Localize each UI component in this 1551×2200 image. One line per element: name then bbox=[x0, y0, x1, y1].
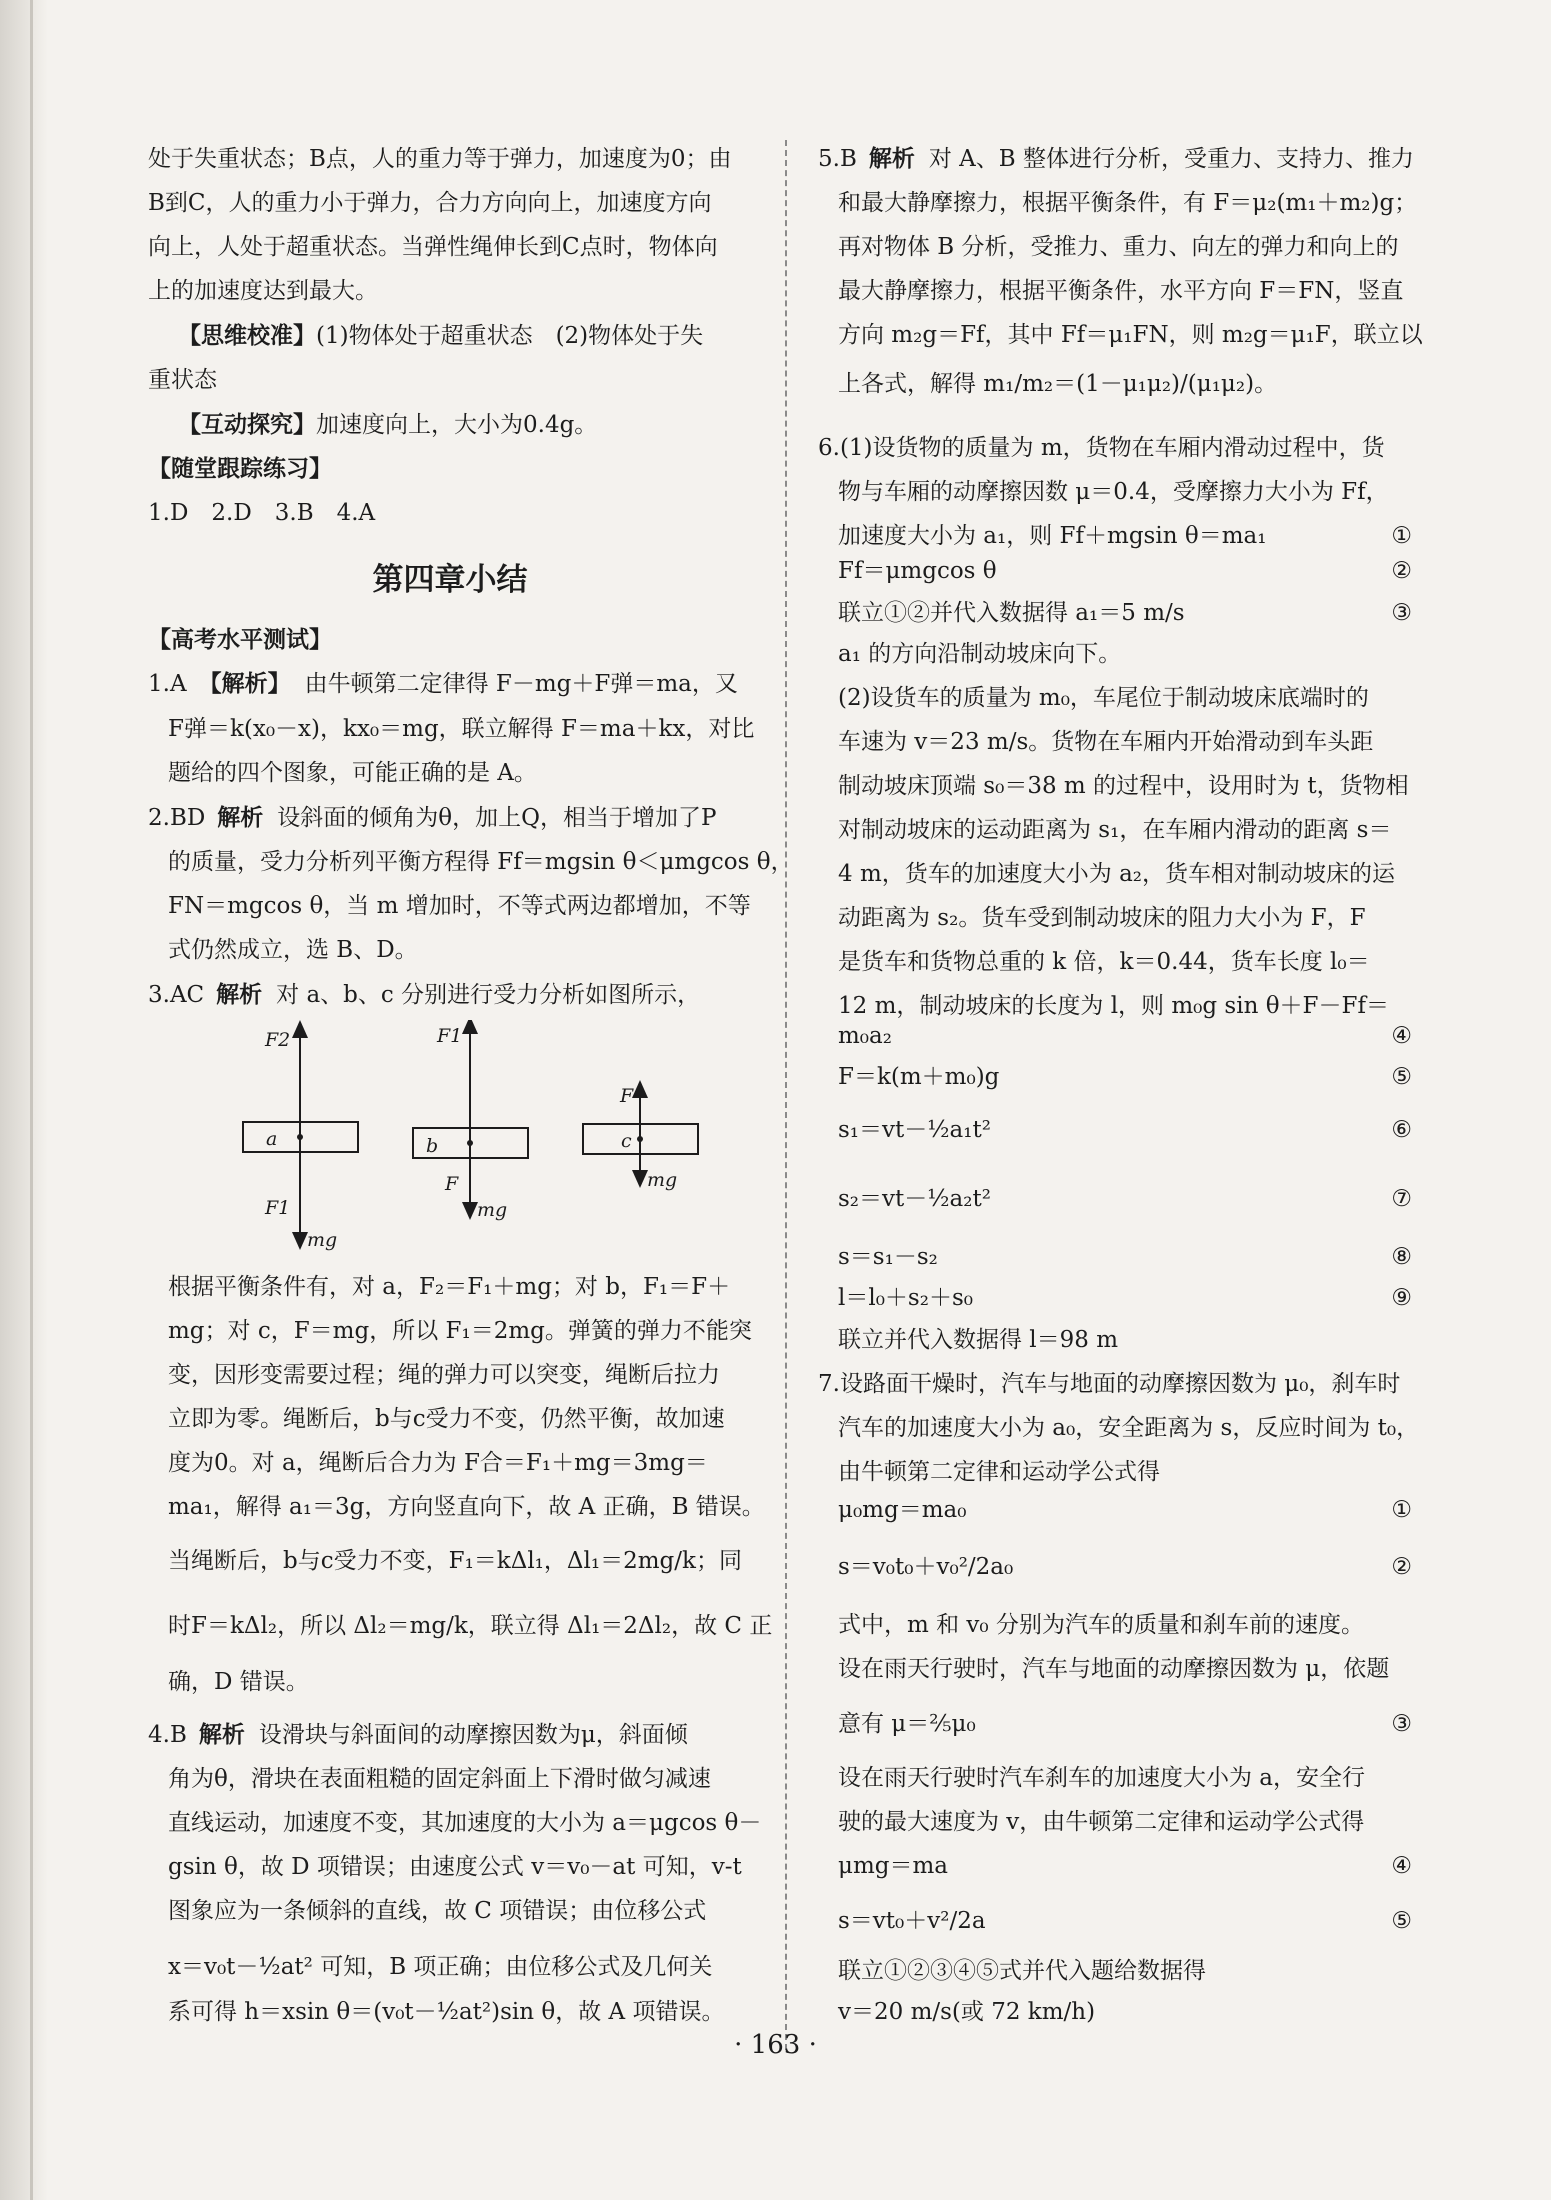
siwei-label: 【思维校准】 bbox=[178, 323, 316, 349]
q2-number: 2.BD bbox=[148, 805, 206, 831]
hudong-text: 加速度向上，大小为0.4g。 bbox=[316, 412, 598, 438]
text-line: s＝vt₀＋v²/2a bbox=[838, 1908, 986, 1934]
gaokao-heading: 【高考水平测试】 bbox=[148, 627, 332, 653]
text-line: 方向 m₂g＝Ff，其中 Ff＝μ₁FN，则 m₂g＝μ₁F，联立以 bbox=[838, 322, 1423, 348]
text-line: 制动坡床顶端 s₀＝38 m 的过程中，设用时为 t，货物相 bbox=[838, 773, 1409, 799]
text-line: 驶的最大速度为 v，由牛顿第二定律和运动学公式得 bbox=[838, 1809, 1365, 1835]
q3-number: 3.AC bbox=[148, 982, 205, 1008]
q2-line bbox=[148, 802, 716, 834]
siwei-line bbox=[178, 320, 703, 352]
force-label: F2 bbox=[265, 1029, 291, 1051]
text-line: 由牛顿第二定律和运动学公式得 bbox=[838, 1459, 1160, 1485]
q3-line bbox=[148, 979, 700, 1011]
q4-text: 设滑块与斜面间的动摩擦因数为μ，斜面倾 bbox=[258, 1722, 688, 1748]
q5-number: 5.B bbox=[818, 146, 857, 172]
text-line: a₁ 的方向沿制动坡床向下。 bbox=[838, 641, 1122, 667]
block-c-label: c bbox=[621, 1130, 632, 1152]
text-line: FN＝mgcos θ，当 m 增加时，不等式两边都增加，不等 bbox=[168, 893, 751, 919]
equation-number: ⑤ bbox=[1391, 1908, 1412, 1934]
force-label: F1 bbox=[265, 1197, 291, 1219]
equation-number: ⑨ bbox=[1391, 1285, 1412, 1311]
force-label: mg bbox=[647, 1169, 678, 1191]
text-line: (2)设货车的质量为 m₀，车尾位于制动坡床底端时的 bbox=[838, 685, 1369, 711]
q1-number: 1.A bbox=[148, 671, 187, 697]
page-number: · 163 · bbox=[734, 2030, 817, 2060]
text-line: 联立并代入数据得 l＝98 m bbox=[838, 1327, 1119, 1353]
equation-number: ⑥ bbox=[1391, 1117, 1412, 1143]
text-line: 7.设路面干燥时，汽车与地面的动摩擦因数为 μ₀，刹车时 bbox=[818, 1371, 1401, 1397]
text-line: 对制动坡床的运动距离为 s₁，在车厢内滑动的距离 s＝ bbox=[838, 817, 1392, 843]
text-line: 加速度大小为 a₁，则 Ff＋mgsin θ＝ma₁ bbox=[838, 523, 1267, 549]
text-line: m₀a₂ bbox=[838, 1023, 892, 1049]
q2-text: 设斜面的倾角为θ，加上Q，相当于增加了P bbox=[277, 805, 717, 831]
force-label: F bbox=[620, 1085, 634, 1107]
text-line: s＝v₀t₀＋v₀²/2a₀ bbox=[838, 1554, 1014, 1580]
text-line: 是货车和货物总重的 k 倍，k＝0.44，货车长度 l₀＝ bbox=[838, 949, 1370, 975]
suitang-answers: 1.D 2.D 3.B 4.A bbox=[148, 500, 376, 526]
text-line: v＝20 m/s(或 72 km/h) bbox=[838, 1999, 1096, 2025]
text-line: μmg＝ma bbox=[838, 1853, 949, 1879]
text-line: F弹＝k(x₀－x)，kx₀＝mg，联立解得 F＝ma＋kx，对比 bbox=[168, 716, 755, 742]
force-label: F1 bbox=[437, 1025, 463, 1047]
text-line: 上各式，解得 m₁/m₂＝(1－μ₁μ₂)/(μ₁μ₂)。 bbox=[838, 371, 1278, 397]
text-line: l＝l₀＋s₂＋s₀ bbox=[838, 1285, 973, 1311]
equation-number: ② bbox=[1391, 1554, 1412, 1580]
text-line: 向上，人处于超重状态。当弹性绳伸长到C点时，物体向 bbox=[148, 234, 718, 260]
equation-number: ⑧ bbox=[1391, 1244, 1412, 1270]
force-label: F bbox=[445, 1173, 459, 1195]
binding-line bbox=[30, 0, 33, 2200]
text-line: 式中，m 和 v₀ 分别为汽车的质量和刹车前的速度。 bbox=[838, 1612, 1364, 1638]
equation-number: ② bbox=[1391, 558, 1412, 584]
q1-text: 由牛顿第二定律得 F－mg＋F弹＝ma，又 bbox=[304, 671, 738, 697]
binding-edge bbox=[0, 0, 48, 2200]
q5-tag: 解析 bbox=[868, 146, 915, 172]
q4-tag: 解析 bbox=[198, 1722, 245, 1748]
text-line: 设在雨天行驶时汽车刹车的加速度大小为 a，安全行 bbox=[838, 1765, 1366, 1791]
equation-number: ⑤ bbox=[1391, 1064, 1412, 1090]
text-line: s₂＝vt－½a₂t² bbox=[838, 1186, 991, 1212]
equation-number: ③ bbox=[1391, 600, 1412, 626]
text-line: 最大静摩擦力，根据平衡条件，水平方向 F＝FN，竖直 bbox=[838, 278, 1404, 304]
text-line: 上的加速度达到最大。 bbox=[148, 278, 378, 304]
block-a-label: a bbox=[266, 1128, 278, 1150]
q1-line bbox=[148, 668, 738, 700]
block-b-group bbox=[413, 1024, 528, 1221]
text-line: 根据平衡条件有，对 a，F₂＝F₁＋mg；对 b，F₁＝F＋ bbox=[168, 1274, 731, 1300]
text-line: 系可得 h＝xsin θ＝(v₀t－½at²)sin θ，故 A 项错误。 bbox=[168, 1999, 725, 2025]
block-a-group bbox=[243, 1028, 358, 1251]
text-line: 和最大静摩擦力，根据平衡条件，有 F＝μ₂(m₁＋m₂)g； bbox=[838, 190, 1418, 216]
text-line: 物与车厢的动摩擦因数 μ＝0.4，受摩擦力大小为 Ff， bbox=[838, 479, 1389, 505]
force-label: mg bbox=[307, 1229, 338, 1251]
text-line: 设在雨天行驶时，汽车与地面的动摩擦因数为 μ，依题 bbox=[838, 1656, 1390, 1682]
text-line: 图象应为一条倾斜的直线，故 C 项错误；由位移公式 bbox=[168, 1898, 707, 1924]
text-line: 的质量，受力分析列平衡方程得 Ff＝mgsin θ＜μmgcos θ， bbox=[168, 849, 794, 875]
text-line: 题给的四个图象，可能正确的是 A。 bbox=[168, 760, 537, 786]
chapter-title: 第四章小结 bbox=[372, 562, 528, 598]
siwei-text: (1)物体处于超重状态 (2)物体处于失 bbox=[316, 323, 704, 349]
text-line: 立即为零。绳断后，b与c受力不变，仍然平衡，故加速 bbox=[168, 1406, 725, 1432]
hudong-line bbox=[178, 409, 597, 441]
force-diagram bbox=[208, 1020, 728, 1260]
text-line: B到C，人的重力小于弹力，合力方向向上，加速度方向 bbox=[148, 190, 712, 216]
equation-number: ④ bbox=[1391, 1023, 1412, 1049]
block-b-label: b bbox=[426, 1135, 439, 1157]
force-label: mg bbox=[477, 1199, 508, 1221]
text-line: 再对物体 B 分析，受推力、重力、向左的弹力和向上的 bbox=[838, 234, 1399, 260]
text-line: 变，因形变需要过程；绳的弹力可以突变，绳断后拉力 bbox=[168, 1362, 720, 1388]
q2-tag: 解析 bbox=[217, 805, 264, 831]
text-line: ma₁，解得 a₁＝3g，方向竖直向下，故 A 正确，B 错误。 bbox=[168, 1494, 765, 1520]
column-divider bbox=[785, 140, 787, 2050]
equation-number: ① bbox=[1391, 1497, 1412, 1523]
text-line: 动距离为 s₂。货车受到制动坡床的阻力大小为 F，F bbox=[838, 905, 1366, 931]
text-line: gsin θ，故 D 项错误；由速度公式 v＝v₀－at 可知，v-t bbox=[168, 1854, 742, 1880]
hudong-label: 【互动探究】 bbox=[178, 412, 316, 438]
text-line: F＝k(m＋m₀)g bbox=[838, 1064, 1000, 1090]
q4-number: 4.B bbox=[148, 1722, 187, 1748]
text-line: μ₀mg＝ma₀ bbox=[838, 1497, 967, 1523]
q1-tag: 【解析】 bbox=[198, 671, 291, 697]
text-line: 联立①②并代入数据得 a₁＝5 m/s bbox=[838, 600, 1185, 626]
text-line: 联立①②③④⑤式并代入题给数据得 bbox=[838, 1958, 1206, 1984]
q5-line bbox=[818, 143, 1414, 175]
text-line: s₁＝vt－½a₁t² bbox=[838, 1117, 991, 1143]
text-line: x＝v₀t－½at² 可知，B 项正确；由位移公式及几何关 bbox=[168, 1954, 713, 1980]
text-line: 意有 μ＝⅖μ₀ bbox=[838, 1711, 976, 1737]
text-line: 12 m，制动坡床的长度为 l，则 m₀g sin θ＋F－Ff＝ bbox=[838, 993, 1389, 1019]
text-line: 处于失重状态；B点，人的重力等于弹力，加速度为0；由 bbox=[148, 146, 732, 172]
text-line: 时F＝kΔl₂，所以 Δl₂＝mg/k，联立得 Δl₁＝2Δl₂，故 C 正 bbox=[168, 1613, 773, 1639]
text-line: s＝s₁－s₂ bbox=[838, 1244, 938, 1270]
equation-number: ④ bbox=[1391, 1853, 1412, 1879]
equation-number: ① bbox=[1391, 523, 1412, 549]
q3-tag: 解析 bbox=[216, 982, 263, 1008]
text-line: 直线运动，加速度不变，其加速度的大小为 a＝μgcos θ－ bbox=[168, 1810, 762, 1836]
suitang-heading: 【随堂跟踪练习】 bbox=[148, 456, 332, 482]
text-line: 车速为 v＝23 m/s。货物在车厢内开始滑动到车头距 bbox=[838, 729, 1374, 755]
q5-text: 对 A、B 整体进行分析，受重力、支持力、推力 bbox=[928, 146, 1414, 172]
q4-line bbox=[148, 1719, 688, 1751]
text-line: 6.(1)设货物的质量为 m，货物在车厢内滑动过程中，货 bbox=[818, 435, 1385, 461]
equation-number: ③ bbox=[1391, 1711, 1412, 1737]
text-line: 式仍然成立，选 B、D。 bbox=[168, 937, 418, 963]
text-line: 确，D 错误。 bbox=[168, 1669, 309, 1695]
text-line: 汽车的加速度大小为 a₀，安全距离为 s，反应时间为 t₀， bbox=[838, 1415, 1420, 1441]
block-c-group bbox=[583, 1085, 698, 1191]
text-line: mg；对 c，F＝mg，所以 F₁＝2mg。弹簧的弹力不能突 bbox=[168, 1318, 752, 1344]
text-line: Ff＝μmgcos θ bbox=[838, 558, 997, 584]
equation-number: ⑦ bbox=[1391, 1186, 1412, 1212]
text-line: 度为0。对 a，绳断后合力为 F合＝F₁＋mg＝3mg＝ bbox=[168, 1450, 708, 1476]
q3-text: 对 a、b、c 分别进行受力分析如图所示， bbox=[276, 982, 701, 1008]
text-line: 4 m，货车的加速度大小为 a₂，货车相对制动坡床的运 bbox=[838, 861, 1395, 887]
text-line: 当绳断后，b与c受力不变，F₁＝kΔl₁，Δl₁＝2mg/k；同 bbox=[168, 1548, 742, 1574]
text-line: 重状态 bbox=[148, 367, 217, 393]
text-line: 角为θ，滑块在表面粗糙的固定斜面上下滑时做匀减速 bbox=[168, 1766, 711, 1792]
